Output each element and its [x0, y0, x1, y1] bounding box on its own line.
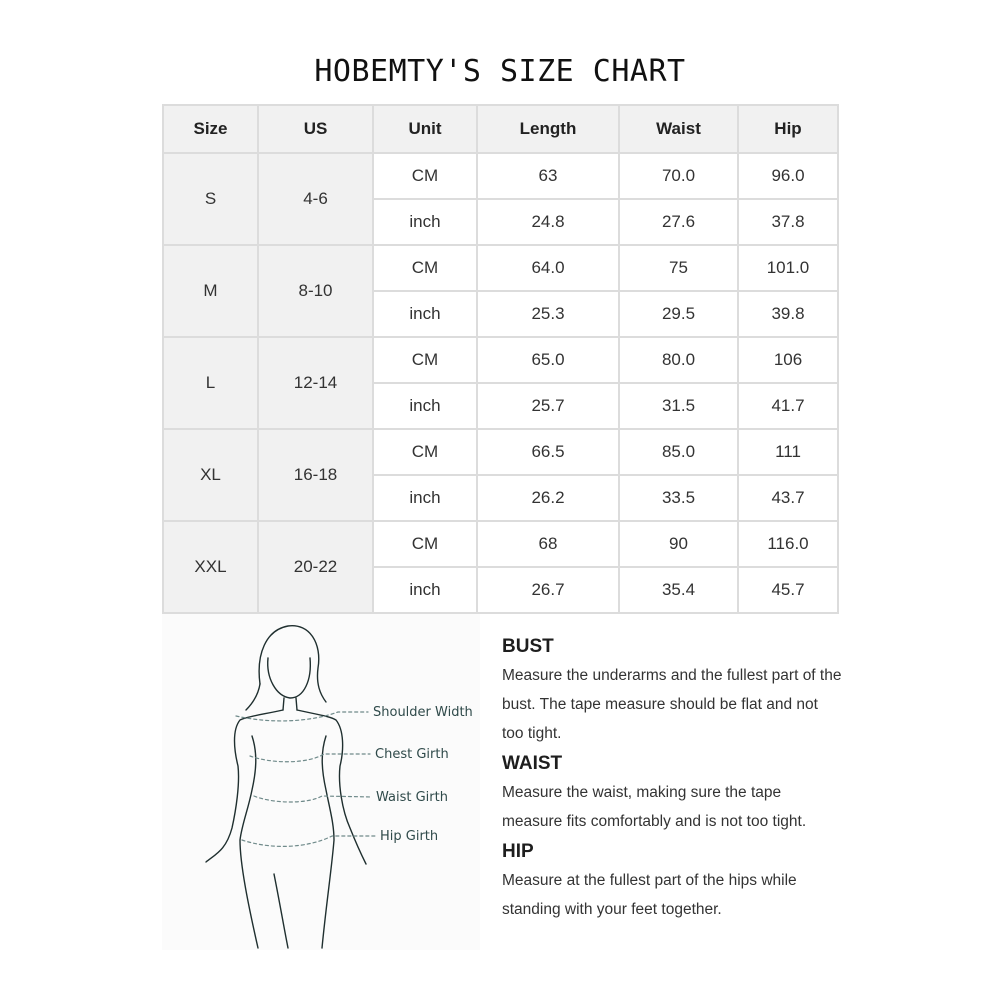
measurement-guide	[502, 633, 842, 926]
us-size-cell: 8-10	[258, 245, 373, 337]
us-size-cell: 20-22	[258, 521, 373, 613]
waist-cell: 85.0	[619, 429, 738, 475]
length-cell: 68	[477, 521, 619, 567]
bust-heading: BUST	[502, 636, 554, 657]
table-row	[163, 153, 838, 199]
table-row	[163, 337, 838, 383]
waist-cell: 29.5	[619, 291, 738, 337]
table-row	[163, 521, 838, 567]
hip-cell: 111	[738, 429, 838, 475]
size-cell: XL	[163, 429, 258, 521]
waist-cell: 27.6	[619, 199, 738, 245]
unit-cell: inch	[373, 475, 477, 521]
unit-cell: CM	[373, 245, 477, 291]
column-header-hip: Hip	[738, 105, 838, 153]
hip-cell: 96.0	[738, 153, 838, 199]
length-cell: 66.5	[477, 429, 619, 475]
body-outline-icon	[206, 710, 366, 948]
column-header-waist: Waist	[619, 105, 738, 153]
page-title: HOBEMTY'S SIZE CHART	[314, 54, 686, 89]
unit-cell: inch	[373, 291, 477, 337]
unit-cell: CM	[373, 153, 477, 199]
hip-cell: 43.7	[738, 475, 838, 521]
size-cell: S	[163, 153, 258, 245]
hip-cell: 106	[738, 337, 838, 383]
waist-heading: WAIST	[502, 753, 563, 774]
length-cell: 26.2	[477, 475, 619, 521]
waist-tape-line	[254, 796, 372, 802]
shoulder-width-label: Shoulder Width	[373, 705, 473, 720]
hip-cell: 39.8	[738, 291, 838, 337]
length-cell: 64.0	[477, 245, 619, 291]
table-row	[163, 245, 838, 291]
hip-instructions: Measure at the fullest part of the hips while standing with your feet together.	[502, 872, 797, 918]
column-header-us: US	[258, 105, 373, 153]
hip-cell: 45.7	[738, 567, 838, 613]
column-header-length: Length	[477, 105, 619, 153]
hip-cell: 37.8	[738, 199, 838, 245]
size-cell: M	[163, 245, 258, 337]
waist-cell: 70.0	[619, 153, 738, 199]
size-cell: XXL	[163, 521, 258, 613]
waist-cell: 80.0	[619, 337, 738, 383]
waist-cell: 33.5	[619, 475, 738, 521]
chest-girth-label: Chest Girth	[375, 747, 449, 762]
chest-tape-line	[250, 754, 370, 762]
column-header-size: Size	[163, 105, 258, 153]
hip-cell: 41.7	[738, 383, 838, 429]
hip-cell: 101.0	[738, 245, 838, 291]
hip-heading: HIP	[502, 841, 534, 862]
unit-cell: inch	[373, 199, 477, 245]
body-measurement-figure	[162, 614, 480, 950]
us-size-cell: 16-18	[258, 429, 373, 521]
waist-instructions: Measure the waist, making sure the tape measure fits comfortably and is not too tight.	[502, 784, 807, 830]
hip-girth-label: Hip Girth	[380, 829, 439, 844]
unit-cell: CM	[373, 429, 477, 475]
length-cell: 65.0	[477, 337, 619, 383]
waist-girth-label: Waist Girth	[376, 790, 448, 805]
unit-cell: CM	[373, 521, 477, 567]
length-cell: 26.7	[477, 567, 619, 613]
hip-cell: 116.0	[738, 521, 838, 567]
length-cell: 24.8	[477, 199, 619, 245]
length-cell: 63	[477, 153, 619, 199]
length-cell: 25.3	[477, 291, 619, 337]
column-header-unit: Unit	[373, 105, 477, 153]
bust-instructions: Measure the underarms and the fullest part of the bust. The tape measure should be flat and not too tight.	[502, 667, 842, 742]
unit-cell: inch	[373, 567, 477, 613]
us-size-cell: 4-6	[258, 153, 373, 245]
waist-cell: 31.5	[619, 383, 738, 429]
waist-cell: 75	[619, 245, 738, 291]
head-outline-icon	[246, 626, 326, 710]
unit-cell: inch	[373, 383, 477, 429]
size-cell: L	[163, 337, 258, 429]
size-chart-table	[162, 104, 839, 614]
length-cell: 25.7	[477, 383, 619, 429]
waist-cell: 35.4	[619, 567, 738, 613]
unit-cell: CM	[373, 337, 477, 383]
us-size-cell: 12-14	[258, 337, 373, 429]
shoulder-tape-line	[236, 712, 368, 721]
table-row	[163, 429, 838, 475]
waist-cell: 90	[619, 521, 738, 567]
table-header-row	[163, 105, 838, 153]
